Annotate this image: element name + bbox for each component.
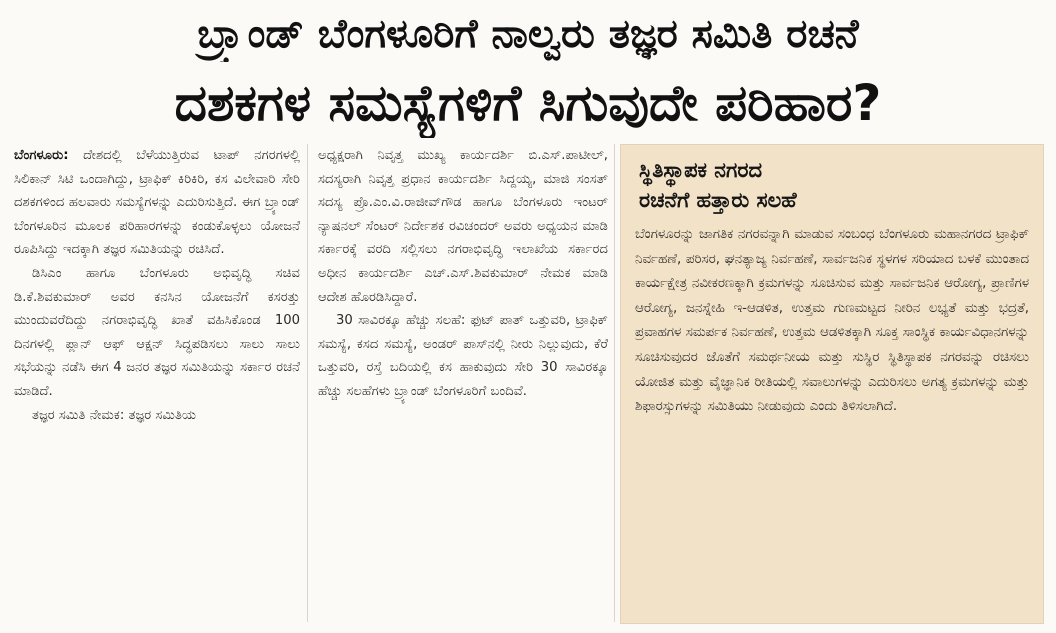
sidebar-body: [635, 223, 1029, 420]
dateline: ಬೆಂಗಳೂರು:: [14, 148, 69, 163]
article-paragraph: 30 ಸಾವಿರಕ್ಕೂ ಹೆಚ್ಚು ಸಲಹೆ: ಫುಟ್ ಪಾತ್ ಒತ್ತುವರಿ, ಟ್ರಾಫಿಕ್ ಸಮಸ್ಯೆ, ಕಸದ ಸಮಸ್ಯೆ, ಅಂಡರ್ ಪಾಸ್‌ನಲ್ಲಿ ನೀರು ನಿಲ್ಲುವುದು, ಕೆರೆ ಒತ್ತುವರಿ, ರಸ್ತೆ ಬದಿಯಲ್ಲಿ ಕಸ ಹಾಕುವುದು ಸೇರಿ 30 ಸಾವಿರಕ್ಕೂ ಹೆಚ್ಚು ಸಲಹೆಗಳು ಬ್ರ್ಯಾಂಡ್ ಬೆಂಗಳೂರಿಗೆ ಬಂದಿವೆ.: [318, 313, 608, 399]
article-column-1: [14, 144, 300, 626]
article-paragraph: [14, 144, 300, 262]
article-column-2: [318, 144, 608, 626]
sidebar-box: [620, 144, 1044, 624]
headline-line-2: ದಶಕಗಳ ಸಮಸ್ಯೆಗಳಿಗೆ ಸಿಗುವುದೇ ಪರಿಹಾರ?: [174, 74, 882, 132]
headline-line-1: ಬ್ರ್ಯಾಂಡ್ ಬೆಂಗಳೂರಿಗೆ ನಾಲ್ವರು ತಜ್ಞರ ಸಮಿತಿ ರಚನೆ: [197, 11, 859, 57]
article-paragraph: ಡಿಸಿಎಂ ಹಾಗೂ ಬೆಂಗಳೂರು ಅಭಿವೃದ್ಧಿ ಸಚಿವ ಡಿ.ಕೆ.ಶಿವಕುಮಾರ್ ಅವರ ಕನಸಿನ ಯೋಜನೆಗೆ ಕಸರತ್ತು ಮುಂದುವರೆದಿದ್ದು ನಗರಾಭಿವೃದ್ಧಿ ಖಾತೆ ವಹಿಸಿಕೊಂಡ 100 ದಿನಗಳಲ್ಲಿ ಪ್ಲಾನ್ ಆಫ್ ಆಕ್ಷನ್ ಸಿದ್ಧಪಡಿಸಲು ಸಾಲು ಸಾಲು ಸಭೆಯನ್ನು ನಡೆಸಿ ಈಗ 4 ಜನರ ತಜ್ಞರ ಸಮಿತಿಯನ್ನು ಸರ್ಕಾರ ರಚನೆ ಮಾಡಿದೆ.: [14, 265, 300, 399]
article-paragraph: ಅಧ್ಯಕ್ಷರಾಗಿ ನಿವೃತ್ತ ಮುಖ್ಯ ಕಾರ್ಯದರ್ಶಿ ಬಿ.ಎಸ್.ಪಾಟೀಲ್, ಸದಸ್ಯರಾಗಿ ನಿವೃತ್ತ ಪ್ರಧಾನ ಕಾರ್ಯದರ್ಶಿ ಸಿದ್ದಯ್ಯ, ಮಾಜಿ ಸಂಸತ್ ಸದಸ್ಯ ಪ್ರೊ.ಎಂ.ವಿ.ರಾಜೀವ್‌ಗೌಡ ಹಾಗೂ ಬೆಂಗಳೂರು ಇಂಟರ್ ನ್ಯಾಷನಲ್ ಸೆಂಟರ್ ನಿರ್ದೇಶಕ ರವಿಚಂದರ್ ಅವರು ಅಧ್ಯಯನ ಮಾಡಿ ಸರ್ಕಾರಕ್ಕೆ ವರದಿ ಸಲ್ಲಿಸಲು ನಗರಾಭಿವೃದ್ಧಿ ಇಲಾಖೆಯ ಸರ್ಕಾರದ ಅಧೀನ ಕಾರ್ಯದರ್ಶಿ ಎಚ್.ಎಸ್.ಶಿವಕುಮಾರ್ ನೇಮಕ ಮಾಡಿ ಆದೇಶ ಹೊರಡಿಸಿದ್ದಾರೆ.: [318, 148, 608, 305]
sidebar-paragraph: ಬೆಂಗಳೂರನ್ನು ಜಾಗತಿಕ ನಗರವನ್ನಾಗಿ ಮಾಡುವ ಸಂಬಂಧ ಬೆಂಗಳೂರು ಮಹಾನಗರದ ಟ್ರಾಫಿಕ್ ನಿರ್ವಹಣೆ, ಪರಿಸರ, ಘನತ್ಯಾಜ್ಯ ನಿರ್ವಹಣೆ, ಸಾರ್ವಜನಿಕ ಸ್ಥಳಗಳ ಸರಿಯಾದ ಬಳಕೆ ಮುಂತಾದ ಕಾರ್ಯಕ್ಷೇತ್ರ ನವೀಕರಣಕ್ಕಾಗಿ ಕ್ರಮಗಳನ್ನು ಸೂಚಿಸುವ ಮತ್ತು ಸಾರ್ವಜನಿಕ ಆರೋಗ್ಯ, ಪ್ರಾಣಿಗಳ ಆರೋಗ್ಯ, ಜನಸ್ನೇಹಿ ಇ-ಆಡಳಿತ, ಉತ್ತಮ ಗುಣಮಟ್ಟದ ನೀರಿನ ಲಭ್ಯತೆ ಮತ್ತು ಭದ್ರತೆ, ಪ್ರವಾಹಗಳ ಸಮರ್ಪಕ ನಿರ್ವಹಣೆ, ಉತ್ತಮ ಆಡಳಿತಕ್ಕಾಗಿ ಸೂಕ್ತ ಸಾಂಸ್ಥಿಕ ಕಾರ್ಯವಿಧಾನಗಳನ್ನು ಸೂಚಿಸುವುದರ ಜೊತೆಗೆ ಸಮರ್ಥನೀಯ ಮತ್ತು ಸುಸ್ಥಿರ ಸ್ಥಿತಿಸ್ಥಾಪಕ ನಗರವನ್ನು ರಚಿಸಲು ಯೋಜಿತ ಮತ್ತು ವೈಜ್ಞಾನಿಕ ರೀತಿಯಲ್ಲಿ ಸವಾಲುಗಳನ್ನು ಎದುರಿಸಲು ಅಗತ್ಯ ಕ್ರಮಗಳನ್ನು ಮತ್ತು ಶಿಫಾರಸ್ಸುಗಳನ್ನು ಸಮಿತಿಯು ನೀಡುವುದು ಎಂದು ತಿಳಿಸಲಾಗಿದೆ.: [635, 227, 1029, 415]
article-paragraph: ತಜ್ಞರ ಸಮಿತಿ ನೇಮಕ: ತಜ್ಞರ ಸಮಿತಿಯ: [32, 407, 197, 423]
sidebar-title: [639, 155, 1043, 215]
paragraph-text: ದೇಶದಲ್ಲಿ ಬೆಳೆಯುತ್ತಿರುವ ಟಾಪ್ ನಗರಗಳಲ್ಲಿ ಸಿಲಿಕಾನ್ ಸಿಟಿ ಒಂದಾಗಿದ್ದು, ಟ್ರಾಫಿಕ್ ಕಿರಿಕಿರಿ, ಕಸ ವಿಲೇವಾರಿ ಸೇರಿ ದಶಕಗಳಿಂದ ಹಲವಾರು ಸಮಸ್ಯೆಗಳನ್ನು ಎದುರಿಸುತ್ತಿದೆ. ಈಗ ಬ್ರ್ಯಾಂಡ್ ಬೆಂಗಳೂರಿನ ಮೂಲಕ ಪರಿಹಾರಗಳನ್ನು ಕಂಡುಕೊಳ್ಳಲು ಯೋಜನೆ ರೂಪಿಸಿದ್ದು ಇದಕ್ಕಾಗಿ ತಜ್ಞರ ಸಮಿತಿಯನ್ನು ರಚಿಸಿದೆ.: [14, 148, 300, 258]
column-divider: [614, 144, 615, 622]
sidebar-title-line-1: ಸ್ಥಿತಿಸ್ಥಾಪಕ ನಗರದ: [639, 158, 763, 182]
column-divider: [307, 144, 308, 622]
sidebar-title-line-2: ರಚನೆಗೆ ಹತ್ತಾರು ಸಲಹೆ: [639, 188, 797, 212]
